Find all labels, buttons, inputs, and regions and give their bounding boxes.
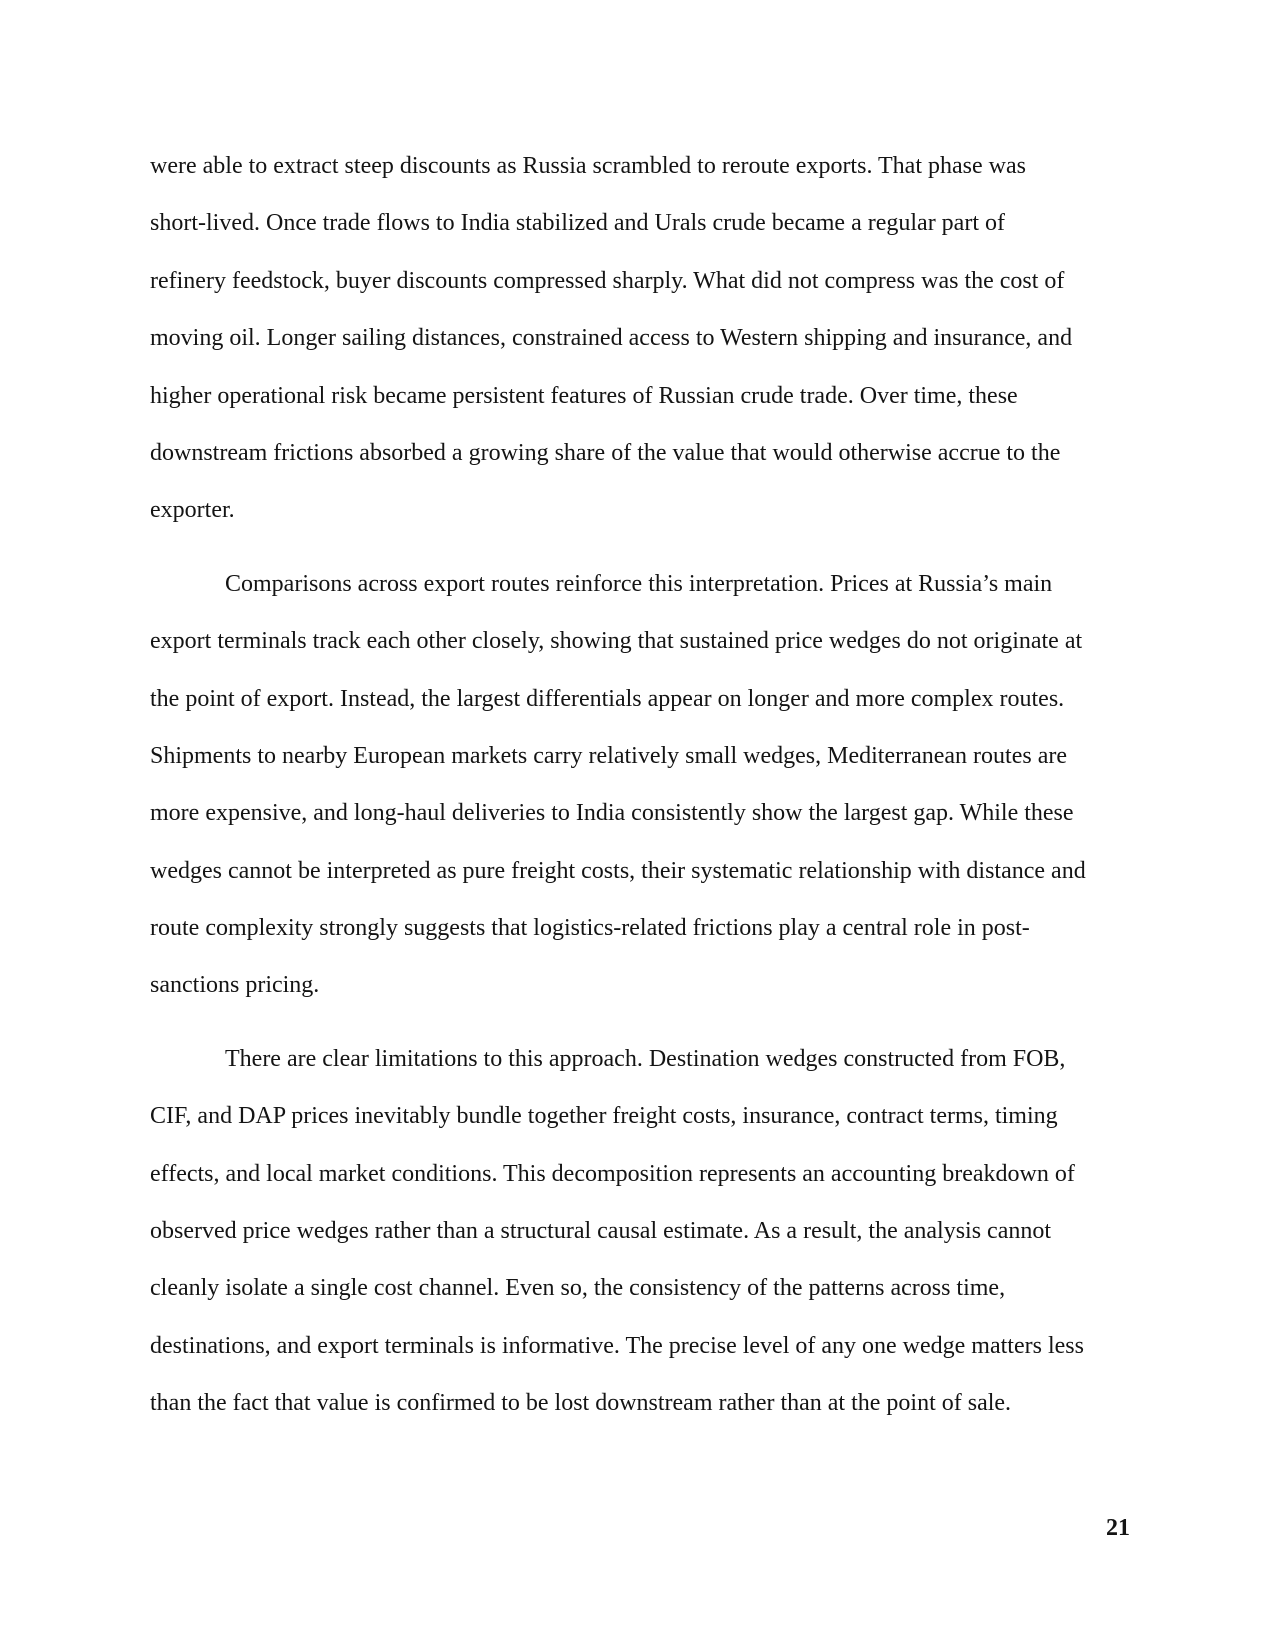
text-line: There are clear limitations to this approach. Destination wedges constructed from FOB, <box>225 1045 1066 1072</box>
text-line: exporter. <box>150 497 235 524</box>
paragraph-spacer <box>150 540 1130 556</box>
text-line: route complexity strongly suggests that logistics-related frictions play a central role in post- <box>150 915 1030 942</box>
text-line: sanctions pricing. <box>150 972 320 999</box>
text-line: higher operational risk became persistent features of Russian crude trade. Over time, these <box>150 382 1018 409</box>
body-text <box>150 138 1130 1433</box>
text-line: refinery feedstock, buyer discounts compressed sharply. What did not compress was the cost of <box>150 267 1065 294</box>
text-line: observed price wedges rather than a structural causal estimate. As a result, the analysis cannot <box>150 1218 1052 1245</box>
paragraph-1 <box>150 138 1130 540</box>
text-line: were able to extract steep discounts as Russia scrambled to reroute exports. That phase was <box>150 153 1026 179</box>
text-line: Comparisons across export routes reinforce this interpretation. Prices at Russia’s main <box>225 570 1053 597</box>
text-line: more expensive, and long-haul deliveries to India consistently show the largest gap. While these <box>150 800 1074 827</box>
text-line: moving oil. Longer sailing distances, constrained access to Western shipping and insurance, and <box>150 325 1073 352</box>
text-line: than the fact that value is confirmed to be lost downstream rather than at the point of sale. <box>150 1390 1012 1417</box>
text-line: destinations, and export terminals is informative. The precise level of any one wedge matters less <box>150 1332 1084 1359</box>
paragraph-3 <box>150 1031 1130 1433</box>
paragraph-spacer <box>150 1015 1130 1031</box>
text-line: the point of export. Instead, the largest differentials appear on longer and more complex routes. <box>150 685 1065 712</box>
text-line: Shipments to nearby European markets carry relatively small wedges, Mediterranean routes are <box>150 742 1067 769</box>
text-line: short-lived. Once trade flows to India stabilized and Urals crude became a regular part of <box>150 210 1005 237</box>
text-line: downstream frictions absorbed a growing share of the value that would otherwise accrue to the <box>150 439 1061 466</box>
text-line: effects, and local market conditions. This decomposition represents an accounting breakdown of <box>150 1160 1075 1187</box>
page-number: 21 <box>1106 1515 1130 1541</box>
text-line: CIF, and DAP prices inevitably bundle together freight costs, insurance, contract terms, timing <box>150 1103 1058 1130</box>
paragraph-2 <box>150 556 1130 1015</box>
text-line: cleanly isolate a single cost channel. Even so, the consistency of the patterns across time, <box>150 1275 1006 1302</box>
text-line: export terminals track each other closely, showing that sustained price wedges do not originate at <box>150 628 1083 655</box>
text-line: wedges cannot be interpreted as pure freight costs, their systematic relationship with distance and <box>150 857 1086 884</box>
